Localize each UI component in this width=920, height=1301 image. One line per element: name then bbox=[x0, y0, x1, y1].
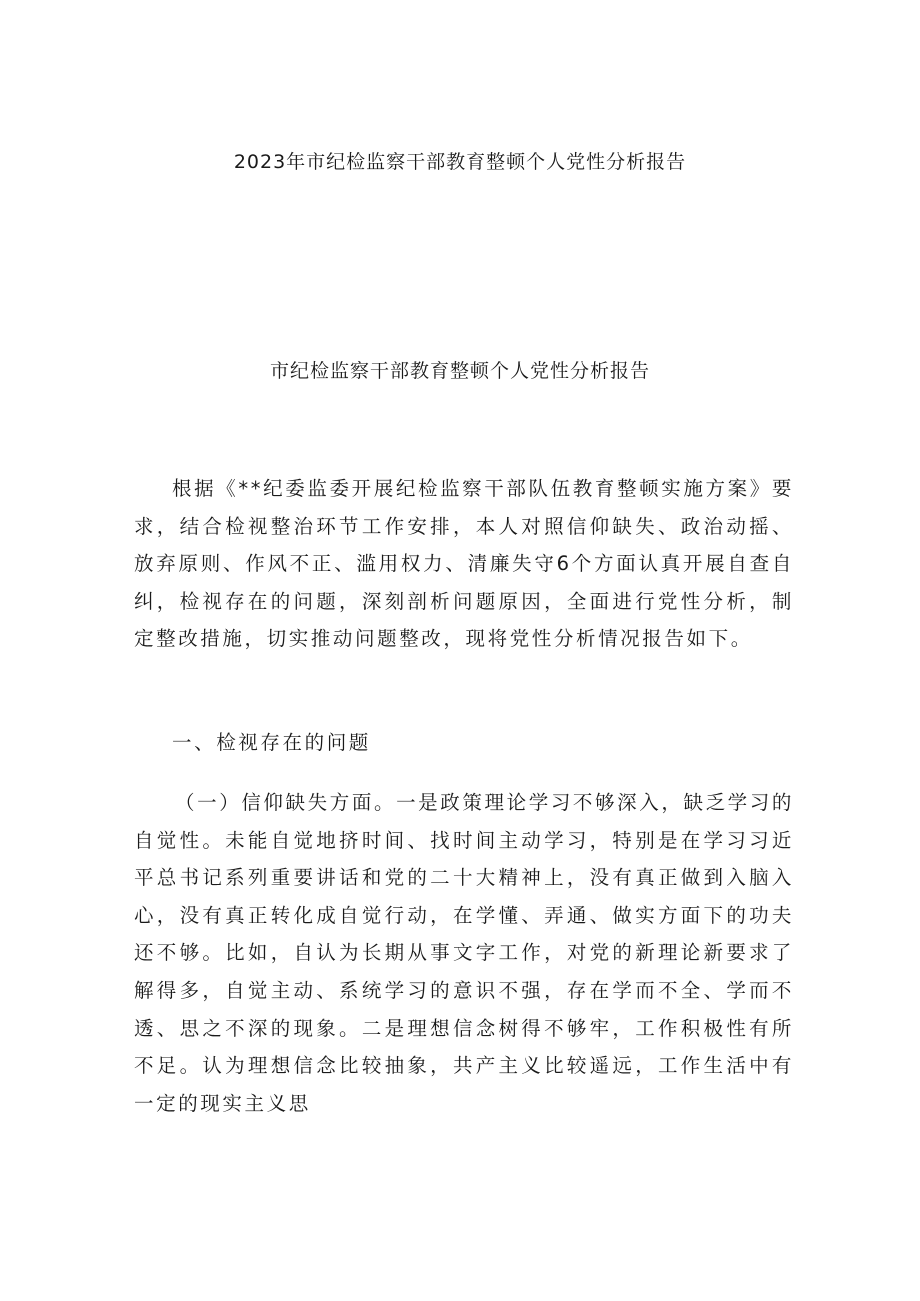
intro-paragraph: 根据《**纪委监委开展纪检监察干部队伍教育整顿实施方案》要求，结合检视整治环节工作安排，本人对照信仰缺失、政治动摇、放弃原则、作风不正、滥用权力、清廉失守6个方面认真开展自查自纠，检视存在的问题，深刻剖析问题原因，全面进行党性分析，制定整改措施，切实推动问题整改，现将党性分析情况报告如下。 bbox=[134, 477, 794, 651]
body-paragraph: （一）信仰缺失方面。一是政策理论学习不够深入，缺乏学习的自觉性。未能自觉地挤时间、找时间主动学习，特别是在学习习近平总书记系列重要讲话和党的二十大精神上，没有真正做到入脑入心，没有真正转化成自觉行动，在学懂、弄通、做实方面下的功夫还不够。比如，自认为长期从事文字工作，对党的新理论新要求了解得多，自觉主动、系统学习的意识不强，存在学而不全、学而不透、思之不深的现象。二是理想信念树得不够牢，工作积极性有所不足。认为理想信念比较抽象，共产主义比较遥远，工作生活中有一定的现实主义思 bbox=[134, 791, 794, 1115]
document-subtitle: 市纪检监察干部教育整顿个人党性分析报告 bbox=[269, 360, 650, 382]
document-title: 2023年市纪检监察干部教育整顿个人党性分析报告 bbox=[233, 151, 687, 173]
section-heading: 一、检视存在的问题 bbox=[172, 731, 371, 754]
